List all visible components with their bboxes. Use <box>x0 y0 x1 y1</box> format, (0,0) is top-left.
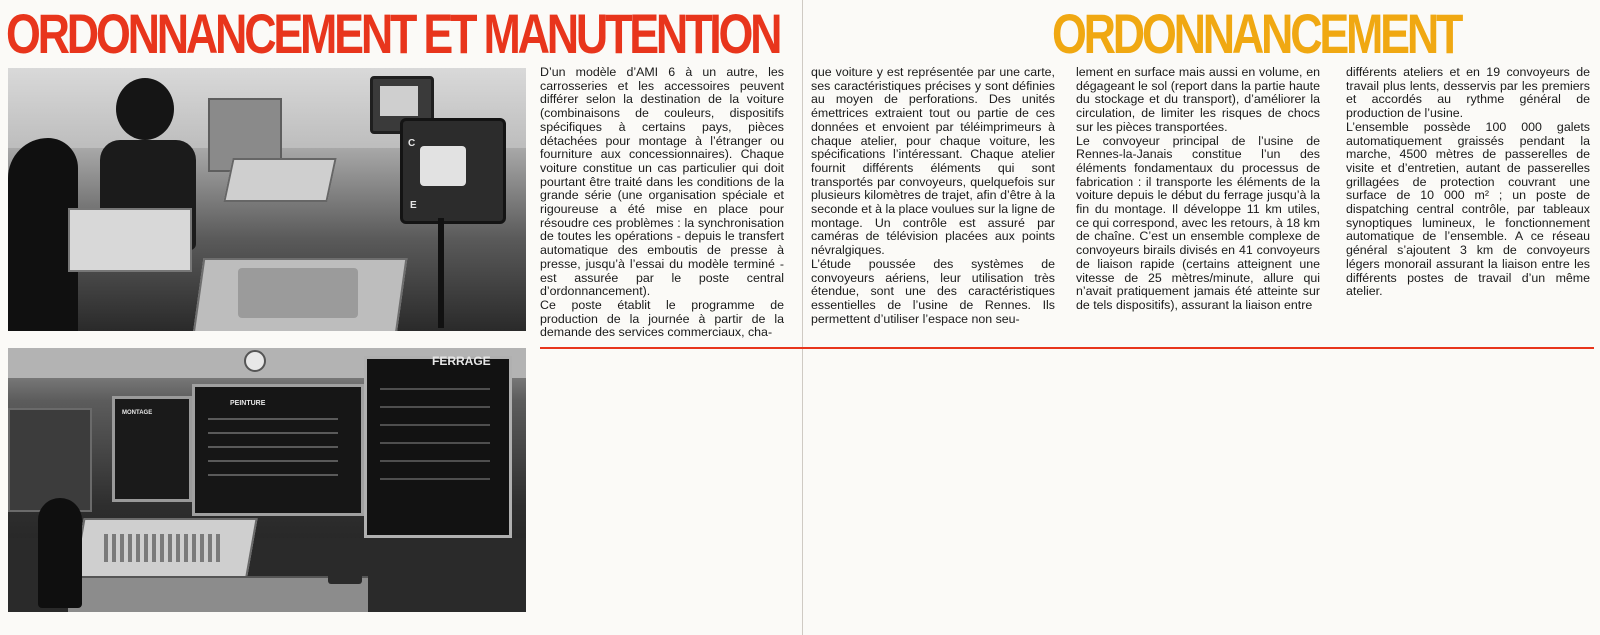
paragraph: différents ateliers et en 19 convoyeurs de travail plus lents, desservis par les premiers et accordés au rythme général de production de l’usine. <box>1346 65 1590 121</box>
monitor-label-e: E <box>410 200 417 211</box>
page-fold <box>802 0 803 635</box>
console-buttons <box>104 534 224 562</box>
console-panel <box>238 268 358 318</box>
paragraph: D’un modèle d’AMI 6 à un autre, les carrosseries et les accessoires peuvent différer selon la destination de la voiture (combinaisons de couleurs, dispositifs spécifiques à certains pays, pièces détachées pour montage à l’étranger ou fourniture aux concessionnaires). Chaque voiture constitue un cas particulier qui doit pourtant être traité dans les conditions de la grande série (une organisation spéciale et rigoureuse a été mise en place pour résoudre ces problèmes : la synchronisation de toutes les opérations - depuis le transfert automatique des emboutis de presse à presse, jusqu’à l’essai du modèle terminé - est assurée par le poste central d’ordonnancement). <box>540 65 784 299</box>
monitor-screen-small <box>380 86 418 116</box>
photo-dispatching-room <box>8 348 526 612</box>
wall-clock <box>244 350 266 372</box>
monitor-label-c: C <box>408 138 416 149</box>
board-label-peinture: PEINTURE <box>230 400 266 407</box>
paragraph: Le convoyeur principal de l’usine de Rennes-la-Janais constitue l’un des éléments fondamentaux du processus de fabrication : il transporte les éléments de la voiture depuis le début du ferrage jusqu’à la fin du montage. Il développe 11 km utiles, ce qui correspond, avec les retours, à 18 km de chaîne. C’est un ensemble complexe de convoyeurs birails divisés en 41 convoyeurs de liaison rapide (certains atteignent une vitesse de 25 mètres/minute, allure qui n’avait pratiquement jamais été atteinte sur de tels dispositifs), assurant la liaison entre <box>1076 133 1320 312</box>
teleprinter-center <box>223 158 336 202</box>
teleprinter-left <box>68 208 192 272</box>
synoptic-lights-a <box>208 418 338 420</box>
desk-front <box>68 576 368 612</box>
paragraph: lement en surface mais aussi en volume, en dégageant le sol (report dans la partie haute du stockage et du transport), d’améliorer la circulation, de limiter les risques de chocs sur les pièces transportées. <box>1076 65 1320 134</box>
synoptic-lights-b <box>380 388 490 390</box>
heading-ordonnancement: ORDONNANCEMENT <box>1052 2 1461 65</box>
board-label-montage: MONTAGE <box>122 410 153 416</box>
red-divider-rule <box>540 347 1594 349</box>
paragraph: Ce poste établit le programme de production de la journée à partir de la demande des services commerciaux, cha- <box>540 297 784 340</box>
monitor-screen-large <box>420 146 466 186</box>
board-label-ferrage: FERRAGE <box>432 354 491 368</box>
text-column-1 <box>540 66 784 340</box>
monitor-stand <box>438 218 444 328</box>
text-column-2 <box>811 66 1055 326</box>
text-column-3 <box>1076 66 1320 313</box>
text-column-4 <box>1346 66 1590 299</box>
paragraph: L’ensemble possède 100 000 galets automatiquement graissés pendant la marche, 4500 mètres de passerelles de visite et d’entretien, autant de passerelles grillagées de protection couvrant une surface de 10 000 m² ; un poste de dispatching central contrôle, par tableaux synoptiques lumineux, le fonctionnement automatique de l’ensemble. A ce réseau général s’ajoutent 3 km de convoyeurs légers monorail assurant la liaison entre les différents postes de travail d’un même atelier. <box>1346 119 1590 299</box>
paragraph: que voiture y est représentée par une carte, ses caractéristiques précises y sont définies au moyen de perforations. Des unités émettrices extraient tout ou partie de ces données et envoient par téléimprimeurs à chaque atelier, pour chaque voiture, les spécifications l’intéressant. Chaque atelier fournit différents éléments qui sont transportés par convoyeurs, quelquefois sur plusieurs kilomètres de trajet, afin d’être à la seconde et à la place voulues sur la ligne de montage. Un contrôle est assuré par caméras de télévision placées aux points névralgiques. <box>811 65 1055 258</box>
telephone <box>328 568 362 584</box>
photo-control-room-monitors <box>8 68 526 331</box>
synoptic-board-ferrage <box>364 356 512 538</box>
synoptic-board-peinture <box>192 384 364 516</box>
left-cabinets <box>8 408 92 512</box>
seated-operator <box>38 498 82 608</box>
operator-center-head <box>116 78 174 140</box>
heading-ordonnancement-et-manutention: ORDONNANCEMENT ET MANUTENTION <box>6 2 780 65</box>
paragraph: L’étude poussée des systèmes de convoyeurs aériens, leur utilisation très étendue, sont une des caractéristiques essentielles de l’usine de Rennes. Ils permettent d’utiliser l’espace non seu- <box>811 256 1055 326</box>
